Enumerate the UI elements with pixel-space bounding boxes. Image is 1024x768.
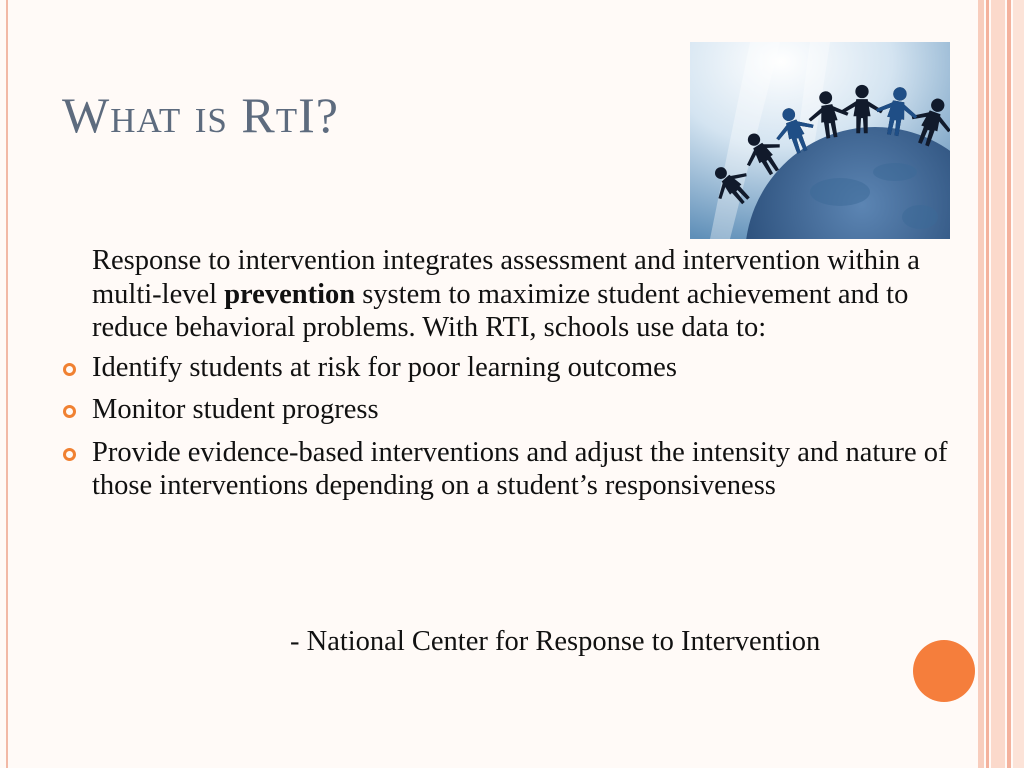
slide-body (92, 244, 962, 512)
attribution: - National Center for Response to Intervention (290, 626, 821, 657)
circle-bullet-icon (63, 405, 76, 418)
bullet-text: Identify students at risk for poor learning outcomes (92, 351, 677, 383)
right-stripe (986, 0, 989, 768)
bullet-text: Provide evidence-based interventions and adjust the intensity and nature of those interventions depending on a student’s responsiveness (92, 436, 948, 501)
circle-bullet-icon (63, 363, 76, 376)
bullet-item (92, 393, 962, 427)
slide-title: What is RtI? (62, 87, 339, 143)
intro-bold-text: prevention (224, 278, 356, 310)
intro-text: Response to intervention integrates assessment and intervention within a multi-level (92, 245, 920, 310)
left-border-line (6, 0, 8, 768)
bullet-list (92, 351, 962, 503)
bullet-item (92, 351, 962, 385)
bullet-item (92, 436, 962, 503)
bullet-text: Monitor student progress (92, 394, 379, 425)
people-on-globe-image (690, 42, 950, 239)
right-stripe (978, 0, 984, 768)
orange-circle-icon (913, 640, 975, 702)
right-stripe (1013, 0, 1024, 768)
intro-paragraph (92, 244, 962, 345)
right-stripe (1007, 0, 1011, 768)
circle-bullet-icon (63, 448, 76, 461)
right-stripe (991, 0, 1005, 768)
intro-text-end: system to maximize student achievement and to reduce behavioral problems. With RTI, schools use data to: (92, 278, 909, 343)
